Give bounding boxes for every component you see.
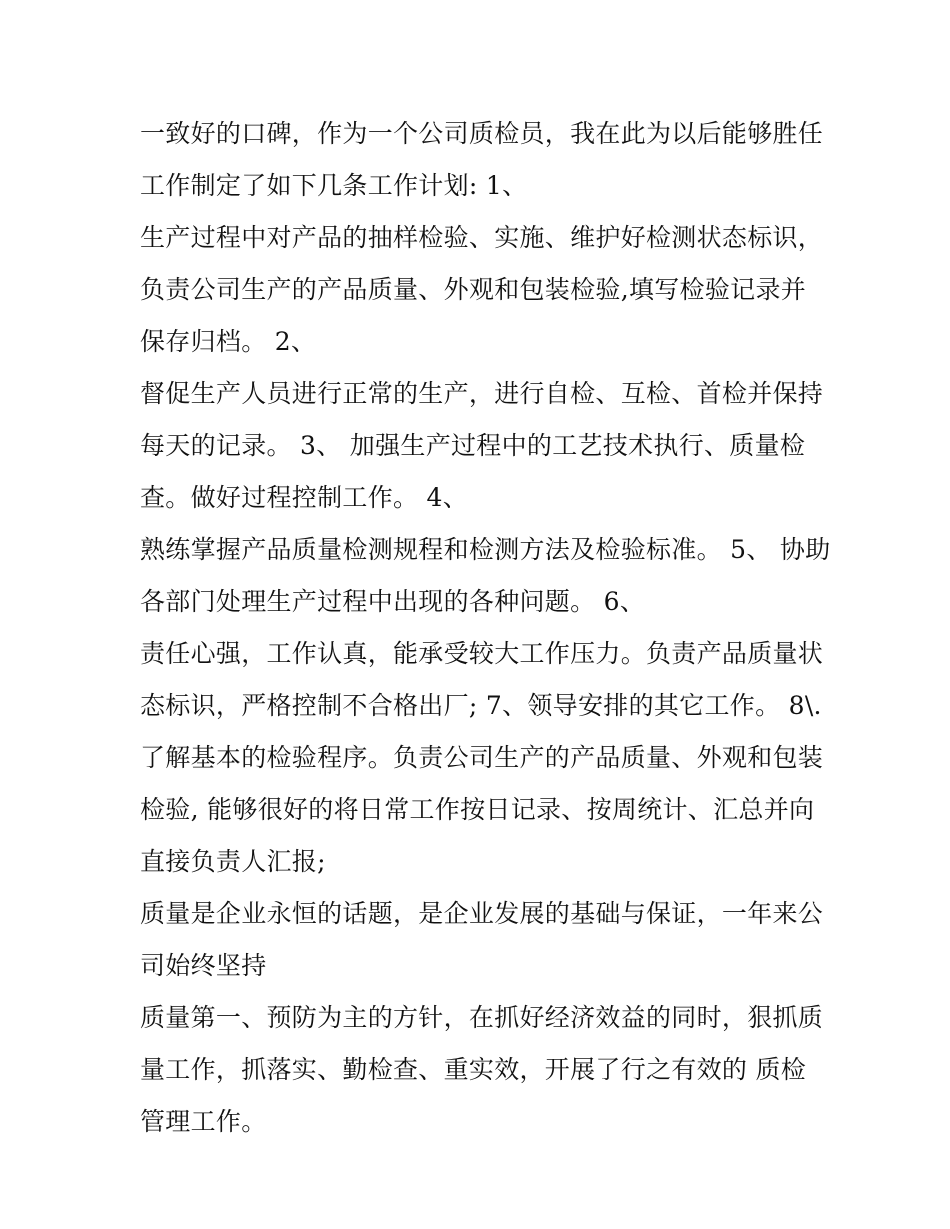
text-line: 质量是企业永恒的话题，是企业发展的基础与保证，一年来公 <box>140 899 824 928</box>
text-line: 查。做好过程控制工作。 4、 <box>140 483 469 512</box>
text-line: 检验, 能够很好的将日常工作按日记录、按周统计、汇总并向 <box>140 795 815 824</box>
text-line: 熟练掌握产品质量检测规程和检测方法及检验标准。 5、 协助 <box>140 535 831 564</box>
text-line: 每天的记录。 3、 加强生产过程中的工艺技术执行、质量检 <box>140 431 806 460</box>
text-line: 负责公司生产的产品质量、外观和包装检验,填写检验记录并 <box>140 275 807 304</box>
text-line: 保存归档。 2、 <box>140 327 317 356</box>
text-line: 量工作，抓落实、勤检查、重实效，开展了行之有效的 质检 <box>140 1055 807 1084</box>
text-line: 各部门处理生产过程中出现的各种问题。 6、 <box>140 587 646 616</box>
text-line: 质量第一、预防为主的方针，在抓好经济效益的同时，狠抓质 <box>140 1003 824 1032</box>
text-line: 工作制定了如下几条工作计划: 1、 <box>140 171 528 200</box>
text-line: 司始终坚持 <box>140 951 267 980</box>
text-line: 一致好的口碑，作为一个公司质检员，我在此为以后能够胜任 <box>140 119 824 148</box>
text-line: 责任心强，工作认真，能承受较大工作压力。负责产品质量状 <box>140 639 824 668</box>
text-line: 管理工作。 <box>140 1107 267 1136</box>
text-line: 督促生产人员进行正常的生产，进行自检、互检、首检并保持 <box>140 379 824 408</box>
body-text <box>140 108 830 1148</box>
text-line: 直接负责人汇报; <box>140 847 326 876</box>
text-line: 态标识，严格控制不合格出厂; 7、领导安排的其它工作。 8\. <box>140 691 822 720</box>
text-line: 生产过程中对产品的抽样检验、实施、维护好检测状态标识， <box>140 223 824 252</box>
text-line: 了解基本的检验程序。负责公司生产的产品质量、外观和包装 <box>140 743 824 772</box>
